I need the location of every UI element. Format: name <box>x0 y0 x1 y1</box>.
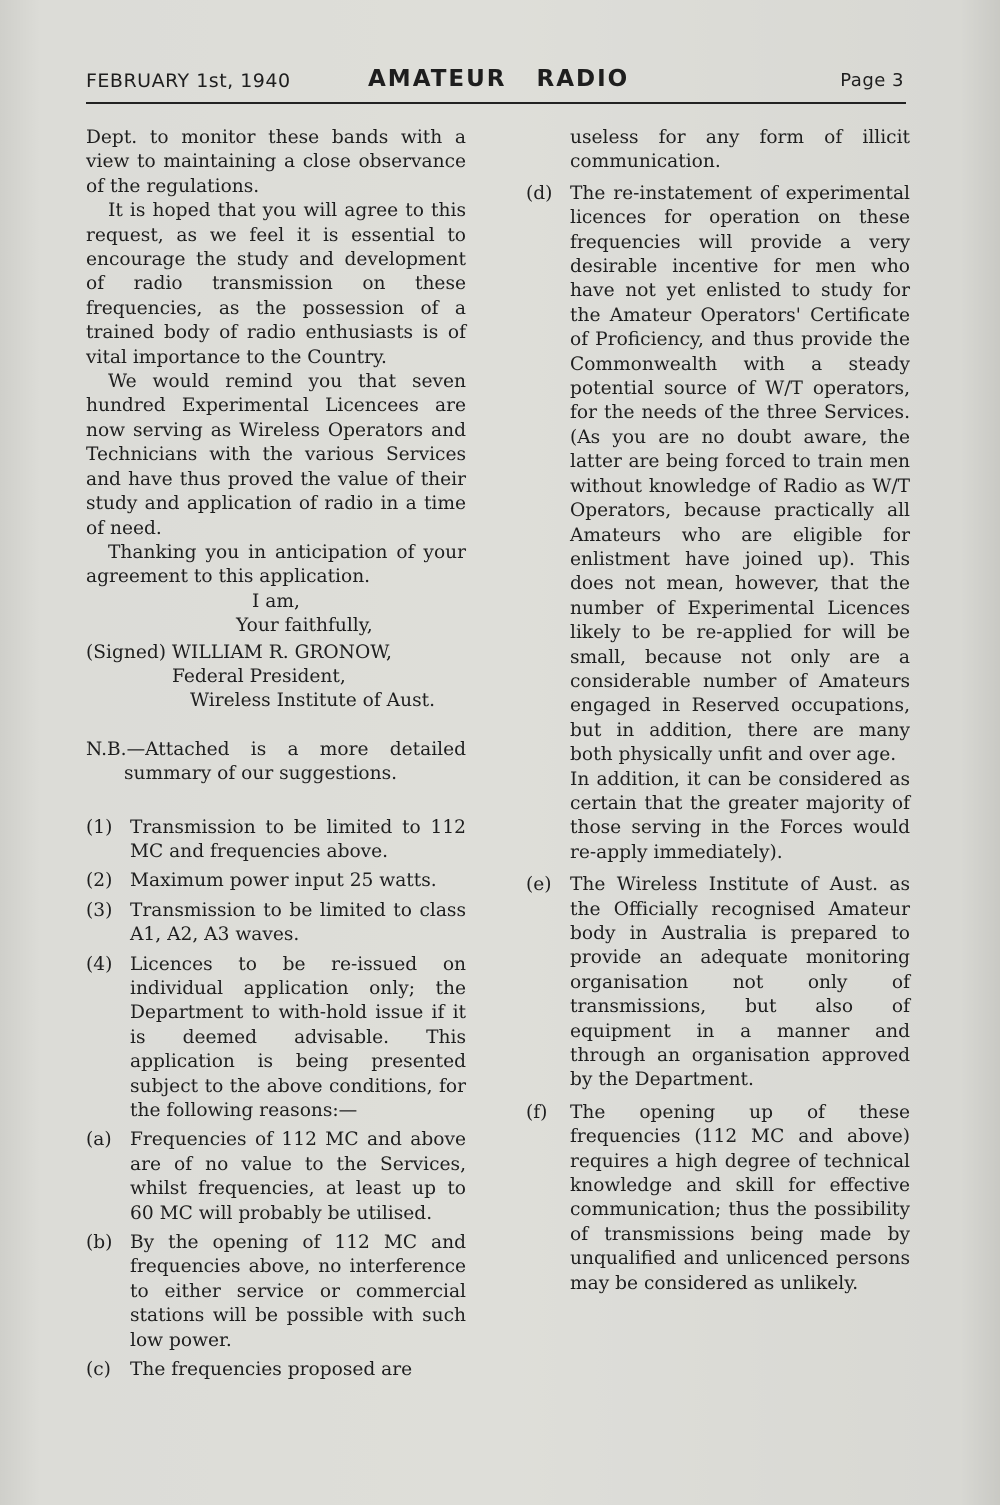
item-text: The re-instatement of experimental licences for operation on these frequencies will provide a very desirable incentive for men who have not yet enlisted to study for the Amateur Operators' Certificate of Proficiency, and thus provide the Commonwealth with a steady potential source of W/T operators, for the needs of the three Services. (As you are no doubt aware, the latter are being forced to train men without knowledge of Radio as W/T Operators, because practically all Amateurs who are eligible for enlistment have joined up). This does not mean, however, that the number of Experimental Licences likely to be re-applied for will be small, because not only are a considerable number of Amateurs engaged in Reserved occupations, but in addition, there are many both physically unfit and over age. <box>570 182 910 766</box>
item-text: The frequencies proposed are <box>130 1359 413 1381</box>
paragraph: Dept. to monitor these bands with a view to maintaining a close observance of the regulations. <box>86 127 466 197</box>
item-text: Transmission to be limited to class A1, A2, A3 waves. <box>130 899 466 946</box>
closing-salutation: Your faithfully, <box>236 615 373 637</box>
page-number: Page 3 <box>840 70 904 91</box>
list-item <box>526 1101 910 1296</box>
item-label: (3) <box>86 899 113 921</box>
item-text: Frequencies of 112 MC and above are of no value to the Services, whilst frequencies, at least up to 60 MC will probably be utilised. <box>130 1129 466 1224</box>
item-text: The opening up of these frequencies (112 MC and above) requires a high degree of technical knowledge and skill for effective communication; thus the possibility of transmissions being made by unqualified and unlicenced persons may be considered as unlikely. <box>570 1101 910 1294</box>
list-item <box>86 899 466 948</box>
item-label: (e) <box>526 874 552 896</box>
list-item <box>86 953 466 1124</box>
list-item <box>526 873 910 1093</box>
list-item <box>86 1128 466 1226</box>
item-text: Maximum power input 25 watts. <box>130 870 437 892</box>
item-text: By the opening of 112 MC and frequencies above, no interference to either service or commercial stations will be possible with such low power. <box>130 1232 466 1351</box>
item-label: (1) <box>86 816 113 838</box>
item-label: (c) <box>86 1359 111 1381</box>
list-item <box>526 768 910 866</box>
left-column <box>86 126 466 1383</box>
right-column <box>526 126 910 1296</box>
item-text: Licences to be re-issued on individual application only; the Department to with-hold issue if it is deemed advisable. This application is being presented subject to the above conditions, for the following reasons:— <box>130 953 466 1122</box>
paragraph: Thanking you in anticipation of your agreement to this application. <box>86 541 466 588</box>
signatory-role: Federal President, <box>172 665 346 687</box>
signatory-organisation: Wireless Institute of Aust. <box>190 690 435 712</box>
signature-line: (Signed) WILLIAM R. GRONOW, <box>86 641 392 663</box>
item-label: (4) <box>86 953 113 975</box>
item-text: In addition, it can be considered as certain that the greater majority of those serving in the Forces would re-apply immediately). <box>570 768 910 863</box>
issue-date: FEBRUARY 1st, 1940 <box>86 70 291 92</box>
masthead-title: AMATEUR RADIO <box>368 66 630 92</box>
item-label: (d) <box>526 182 553 204</box>
paragraph: It is hoped that you will agree to this request, as we feel it is essential to encourage the study and development of radio transmission on these frequencies, as the possession of a trained body of radio enthusiasts is of vital importance to the Country. <box>86 200 466 368</box>
list-item <box>86 816 466 865</box>
list-item <box>86 1358 466 1382</box>
nota-bene: N.B.—Attached is a more detailed summary of our suggestions. <box>86 738 466 785</box>
item-text: Transmission to be limited to 112 MC and frequencies above. <box>130 816 466 862</box>
item-label: (a) <box>86 1129 112 1151</box>
list-item <box>526 182 910 768</box>
paragraph: We would remind you that seven hundred Experimental Licencees are now serving as Wireless Operators and Technicians with the various Services and have thus proved the value of their study and application of radio in a time of need. <box>86 371 466 539</box>
list-item <box>86 869 466 893</box>
item-label: (2) <box>86 870 113 892</box>
closing-line: I am, <box>252 590 300 612</box>
item-label: (b) <box>86 1232 113 1254</box>
item-label <box>526 768 570 866</box>
item-continuation: useless for any form of illicit communication. <box>570 127 910 173</box>
item-label: (f) <box>526 1101 548 1123</box>
page-header <box>86 66 906 104</box>
list-item <box>86 1231 466 1353</box>
item-text: The Wireless Institute of Aust. as the Officially recognised Amateur body in Australia is prepared to provide an adequate monitoring organisation not only of transmissions, but also of equipment in a manner and through an organisation approved by the Department. <box>570 874 910 1091</box>
